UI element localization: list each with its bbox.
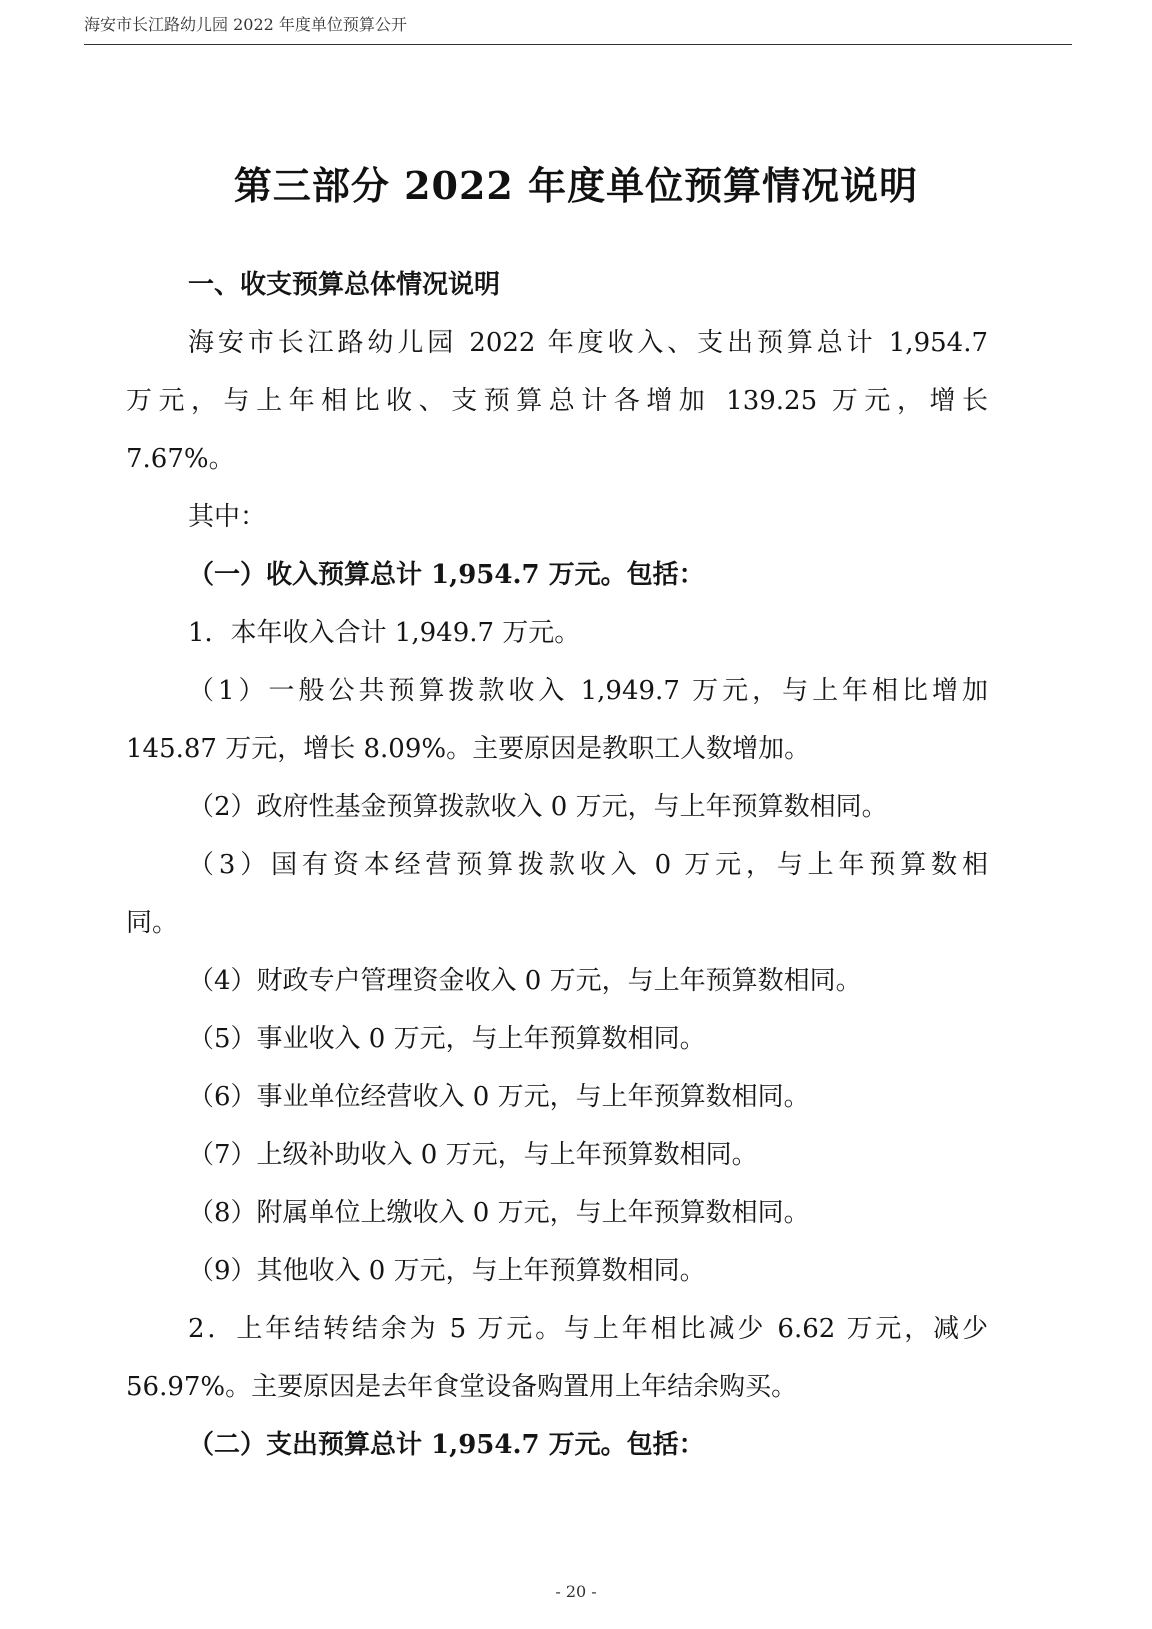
income-item-1-2: （2）政府性基金预算拨款收入 0 万元，与上年预算数相同。: [188, 792, 888, 822]
income-item-1-3-line-2: 同。: [126, 908, 179, 938]
income-item-1-7: （7）上级补助收入 0 万元，与上年预算数相同。: [188, 1140, 758, 1170]
paragraph-summary-line-3: 7.67%。: [126, 444, 235, 474]
income-item-1-5: （5）事业收入 0 万元，与上年预算数相同。: [188, 1024, 706, 1054]
income-item-1-9: （9）其他收入 0 万元，与上年预算数相同。: [188, 1256, 706, 1286]
income-item-1-4: （4）财政专户管理资金收入 0 万元，与上年预算数相同。: [188, 966, 862, 996]
page-title: 第三部分 2022 年度单位预算情况说明: [233, 163, 919, 208]
section-heading-overview: 一、收支预算总体情况说明: [188, 270, 501, 300]
income-item-1-6: （6）事业单位经营收入 0 万元，与上年预算数相同。: [188, 1082, 810, 1112]
paragraph-summary-line-2: 万元，与上年相比收、支预算总计各增加 139.25 万元，增长: [126, 386, 988, 416]
page-number: - 20 -: [555, 1582, 597, 1601]
income-item-1: 1．本年收入合计 1,949.7 万元。: [188, 618, 581, 648]
income-item-2-line-1: 2．上年结转结余为 5 万元。与上年相比减少 6.62 万元，减少: [188, 1314, 988, 1344]
income-item-1-3-line-1: （3）国有资本经营预算拨款收入 0 万元，与上年预算数相: [188, 850, 988, 880]
income-item-1-8: （8）附属单位上缴收入 0 万元，与上年预算数相同。: [188, 1198, 810, 1228]
among-label: 其中：: [188, 502, 267, 532]
page-header: [84, 14, 1072, 45]
income-item-1-1-line-1: （1）一般公共预算拨款收入 1,949.7 万元，与上年相比增加: [188, 676, 988, 706]
header-text: 海安市长江路幼儿园 2022 年度单位预算公开: [84, 15, 407, 34]
income-item-2-line-2: 56.97%。主要原因是去年食堂设备购置用上年结余购买。: [126, 1372, 798, 1402]
expense-heading: （二）支出预算总计 1,954.7 万元。包括：: [188, 1430, 705, 1460]
income-item-1-1-line-2: 145.87 万元，增长 8.09%。主要原因是教职工人数增加。: [126, 734, 811, 764]
income-heading: （一）收入预算总计 1,954.7 万元。包括：: [188, 560, 705, 590]
paragraph-summary-line-1: 海安市长江路幼儿园 2022 年度收入、支出预算总计 1,954.7: [188, 328, 988, 358]
